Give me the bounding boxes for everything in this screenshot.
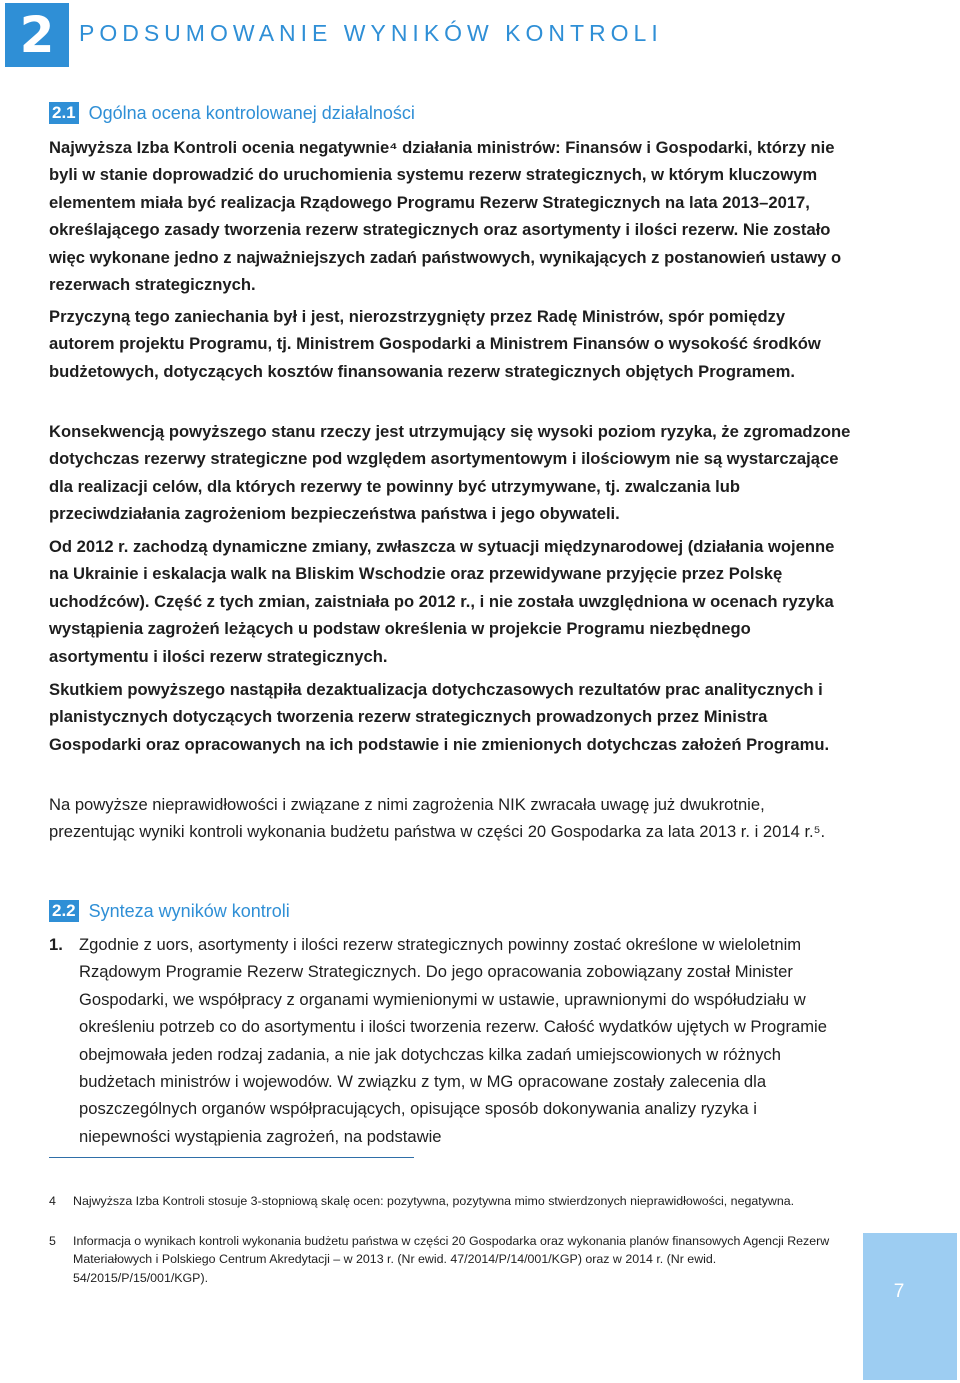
paragraph-nik-warnings	[49, 791, 852, 846]
page-number-box	[863, 1233, 957, 1380]
paragraph-text: Na powyższe nieprawidłowości i związane z nimi zagrożenia NIK zwracała uwagę już dwukrotnie, prezentując wyniki kontroli wykonania budżetu państwa w części 20 Gospodarka za lata 2013 r. i 2014 r.⁵.	[49, 795, 826, 842]
footnote-4	[49, 1192, 854, 1210]
chapter-number: 2	[5, 3, 69, 67]
section-title: Ogólna ocena kontrolowanej działalności	[88, 103, 415, 123]
footnote-text: Informacja o wynikach kontroli wykonania budżetu państwa w części 20 Gospodarka oraz wykonania planów finansowych Agencji Rezerw Materiałowych i Polskiego Centrum Akredytacji – w 2013 r. (Nr ewid. 47/2014/P/14/001/KGP) oraz w 2014 r. (Nr ewid. 54/2015/P/15/001/KGP).	[73, 1234, 830, 1285]
footnote-number: 5	[49, 1234, 56, 1248]
chapter-title: PODSUMOWANIE WYNIKÓW KONTROLI	[79, 20, 663, 46]
page-number: 7	[893, 1281, 905, 1302]
paragraph-text: Konsekwencją powyższego stanu rzeczy jest utrzymujący się wysoki poziom ryzyka, że zgromadzone dotychczas rezerwy strategiczne pod względem asortymentowym i ilościowym nie są wystarczające dla realizacji celów, dla których rezerwy te powinny być utrzymywane, tj. zwalczania lub przeciwdziałania zagrożeniom bezpieczeństwa państwa i jego obywateli.	[49, 422, 851, 524]
footnote-text: Najwyższa Izba Kontroli stosuje 3-stopniową skalę ocen: pozytywna, pozytywna mimo stwierdzonych nieprawidłowości, negatywna.	[73, 1194, 795, 1208]
item-number: 1.	[49, 935, 63, 954]
paragraph-reason	[49, 303, 852, 385]
footnote-divider	[49, 1157, 414, 1158]
paragraph-text: Od 2012 r. zachodzą dynamiczne zmiany, zwłaszcza w sytuacji międzynarodowej (działania wojenne na Ukrainie i eskalacja walk na Bliskim Wschodzie oraz przewidywane przyjęcie przez Polskę uchodźców). Część z tych zmian, zaistniała po 2012 r., i nie została uwzględniona w ocenach ryzyka wystąpienia zagrożeń leżących u podstaw określenia w projekcie Programu niezbędnego asortymentu i ilości rezerw strategicznych.	[49, 537, 835, 666]
section-number: 2.2	[49, 900, 79, 922]
section-number: 2.1	[49, 102, 79, 124]
paragraph-outdated-results	[49, 676, 852, 758]
section-title: Synteza wyników kontroli	[88, 901, 290, 921]
item-text: Zgodnie z uors, asortymenty i ilości rezerw strategicznych powinny zostać określone w wieloletnim Rządowym Programie Rezerw Strategicznych. Do jego opracowania zobowiązany został Minister Gospodarki, we współpracy z organami wymienionymi w ustawie, uprawnionymi do współudziału w określeniu potrzeb co do asortymentu i ilości tworzenia rezerw. Całość wydatków ujętych w Programie obejmowała jeden rodzaj zadania, a nie jak dotychczas kilka zadań umiejscowionych w różnych budżetach ministrów i wojewodów. W związku z tym, w MG opracowane zostały zalecenia dla poszczególnych organów współpracujących, opisujące sposób dokonywania analizy ryzyka i niepewności wystąpienia zagrożeń, na podstawie	[79, 935, 827, 1146]
section-heading-2-1	[49, 102, 415, 124]
paragraph-negative-assessment	[49, 134, 852, 298]
paragraph-text: Skutkiem powyższego nastąpiła dezaktualizacja dotychczasowych rezultatów prac analitycznych i planistycznych dotyczących tworzenia rezerw strategicznych prowadzonych przez Ministra Gospodarki oraz opracowanych na ich podstawie i nie zmienionych dotychczas założeń Programu.	[49, 680, 830, 754]
paragraph-dynamic-changes	[49, 533, 852, 670]
paragraph-consequence	[49, 418, 852, 528]
footnote-5	[49, 1232, 854, 1287]
paragraph-text: Przyczyną tego zaniechania był i jest, nierozstrzygnięty przez Radę Ministrów, spór pomiędzy autorem projektu Programu, tj. Ministrem Gospodarki a Ministrem Finansów o wysokość środków budżetowych, dotyczących kosztów finansowania rezerw strategicznych objętych Programem.	[49, 307, 821, 381]
paragraph-text: Najwyższa Izba Kontroli ocenia negatywnie⁴ działania ministrów: Finansów i Gospodarki, którzy nie byli w stanie doprowadzić do uruchomienia systemu rezerw strategicznych, w którym kluczowym elementem miała być realizacja Rządowego Programu Rezerw Strategicznych na lata 2013–2017, określającego zasady tworzenia rezerw strategicznych oraz asortymenty i ilości rezerw. Nie zostało więc wykonane jedno z najważniejszych zadań państwowych, wynikających z postanowień ustawy o rezerwach strategicznych.	[49, 138, 842, 295]
footnote-number: 4	[49, 1194, 56, 1208]
synthesis-item-1	[49, 931, 852, 1150]
section-heading-2-2	[49, 900, 290, 922]
